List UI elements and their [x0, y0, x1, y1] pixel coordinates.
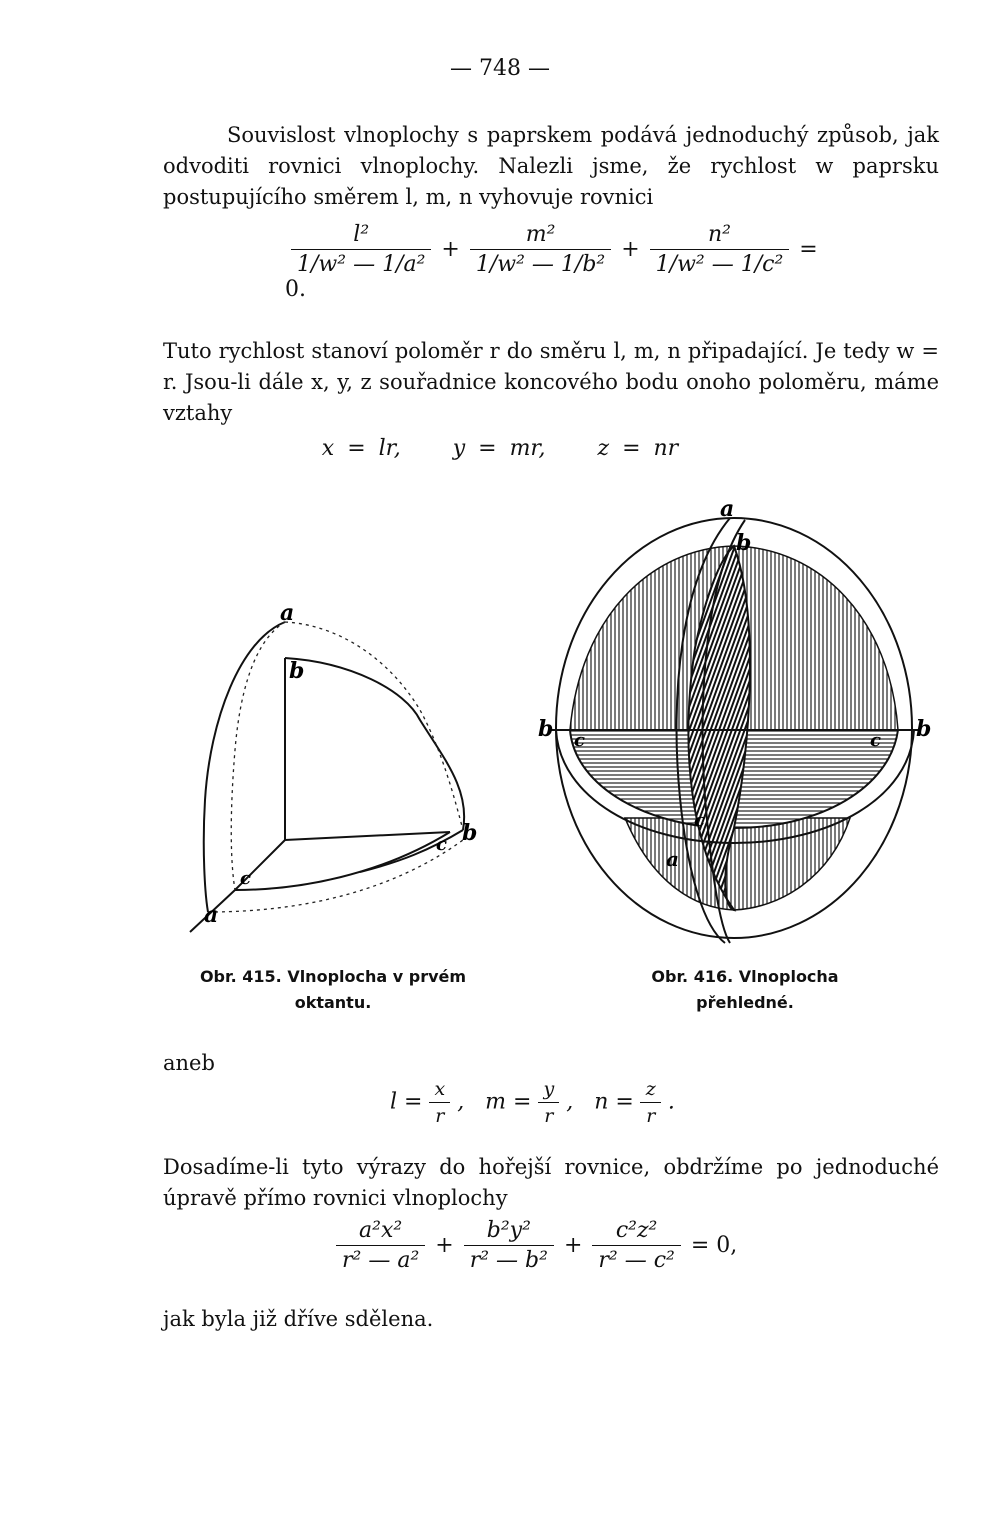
- eq4-term-1: [336, 1218, 425, 1273]
- eq3-frac-x: [428, 1078, 451, 1127]
- fig416-caption-line1: Obr. 416. Vlnoplocha: [651, 967, 839, 986]
- eq1-term-3-den-b: 1/c²: [740, 252, 784, 277]
- fig415-dashed-outer-arc: [285, 622, 463, 830]
- paragraph-1-text: Souvislost vlnoplochy s paprskem podává jednoduchý způsob, jak odvoditi rovnici vlnoplochy. Nalezli jsme, že rychlost w paprsku postupujícího směrem l, m, n vyhovuje rovnici: [163, 123, 939, 209]
- paragraph-1: [163, 120, 939, 213]
- paragraph-2-text: Tuto rychlost stanoví poloměr r do směru l, m, n připadající. Je tedy w = r. Jsou-li dále x, y, z souřadnice koncového bodu onoho poloměru, máme vztahy: [163, 339, 939, 425]
- eq3-l: l =: [390, 1089, 423, 1115]
- eq3-frac-y: [537, 1078, 560, 1127]
- fig416-label-b-left: b: [538, 716, 554, 742]
- fig415-caption-line1: Obr. 415. Vlnoplocha v prvém: [199, 967, 467, 986]
- paragraph-2: [163, 336, 939, 429]
- eq1-minus-1: —: [353, 252, 376, 277]
- fig415-inner-top-arc: [285, 658, 464, 830]
- paragraph-4: jak byla již dříve sdělena.: [163, 1307, 434, 1331]
- eq1-term-3-numerator: n²: [707, 222, 731, 247]
- fig416-label-b-top: b: [736, 530, 752, 556]
- eq1-term-1-den-a: 1/w²: [297, 252, 347, 277]
- fig416-label-c-bottom: c: [694, 810, 705, 831]
- fig415-caption-line2: oktantu.: [294, 993, 372, 1012]
- eq4-t3-den: r² — c²: [592, 1245, 680, 1273]
- eq1-plus-1: +: [441, 236, 460, 262]
- eq3-end: .: [667, 1089, 675, 1115]
- figure-416: [530, 498, 950, 958]
- paragraph-3-text: Dosadíme-li tyto výrazy do hořejší rovnice, obdržíme po jednoduché úpravě přímo rovnici vlnoplochy: [163, 1155, 939, 1210]
- eq3-y: y: [543, 1078, 555, 1100]
- fig415-bottom-arc: [235, 832, 450, 890]
- word-aneb: aneb: [163, 1051, 215, 1075]
- figure-415-caption: [168, 964, 498, 1016]
- eq1-minus-2: —: [531, 252, 554, 277]
- eq3-x: x: [434, 1078, 446, 1100]
- fig415-label-a-bottom: a: [204, 902, 219, 928]
- eq1-term-1: [291, 222, 431, 277]
- eq1-plus-2: +: [621, 236, 640, 262]
- equation-3: [390, 1078, 790, 1127]
- eq4-t3-num: c²z²: [615, 1218, 658, 1243]
- fig415-dashed-left-arc: [231, 622, 285, 890]
- fig415-label-c-right: c: [436, 834, 447, 855]
- eq4-plus-2: +: [563, 1232, 583, 1258]
- eq4-plus-1: +: [435, 1232, 454, 1258]
- fig416-label-a-bottom: a: [666, 847, 679, 871]
- eq3-sep-2: ,: [566, 1089, 574, 1115]
- equation-4: [330, 1218, 800, 1273]
- eq4-t2-den: r² — b²: [464, 1245, 554, 1273]
- eq3-n: n =: [594, 1089, 634, 1115]
- eq3-z: z: [645, 1078, 656, 1100]
- figure-416-caption: [600, 964, 890, 1016]
- fig416-label-c-left: c: [574, 730, 585, 751]
- eq1-rhs: = 0.: [285, 236, 818, 302]
- eq4-t2-num: b²y²: [486, 1218, 531, 1243]
- fig415-label-b-top: b: [289, 658, 305, 684]
- eq3-frac-z: [640, 1078, 662, 1127]
- eq1-term-2: [470, 222, 611, 277]
- eq3-r-2: r: [538, 1102, 559, 1127]
- eq1-term-2-den-a: 1/w²: [475, 252, 525, 277]
- fig416-label-a-top: a: [720, 498, 735, 522]
- eq3-r-1: r: [429, 1102, 450, 1127]
- eq1-term-3: [650, 222, 790, 277]
- page-number: — 748 —: [450, 56, 550, 81]
- eq4-term-3: [592, 1218, 680, 1273]
- figure-415: [180, 600, 480, 940]
- fig416-caption-line2: přehledné.: [696, 993, 794, 1012]
- equation-1: [285, 222, 825, 302]
- fig416-label-b-right: b: [916, 716, 932, 742]
- eq3-r-3: r: [640, 1102, 661, 1127]
- eq3-m: m =: [485, 1089, 532, 1115]
- equation-2: x = lr, y = mr, z = nr: [321, 436, 679, 461]
- fig415-label-b-right: b: [462, 820, 478, 846]
- eq1-term-2-den-b: 1/b²: [560, 252, 606, 277]
- eq4-rhs: = 0,: [690, 1232, 738, 1258]
- fig415-y-axis: [285, 832, 450, 840]
- eq4-t1-num: a²x²: [359, 1218, 403, 1243]
- eq1-term-1-den-b: 1/a²: [382, 252, 426, 277]
- eq1-minus-3: —: [711, 252, 734, 277]
- paragraph-3: [163, 1152, 939, 1214]
- fig415-label-a-top: a: [280, 600, 295, 626]
- eq4-term-2: [464, 1218, 554, 1273]
- fig416-label-c-right: c: [870, 730, 881, 751]
- eq1-term-1-numerator: l²: [353, 222, 370, 247]
- eq4-t1-den: r² — a²: [336, 1245, 425, 1273]
- eq1-term-2-numerator: m²: [525, 222, 556, 247]
- eq1-term-3-den-a: 1/w²: [655, 252, 705, 277]
- fig415-label-c-left: c: [240, 868, 251, 889]
- eq3-sep-1: ,: [457, 1089, 465, 1115]
